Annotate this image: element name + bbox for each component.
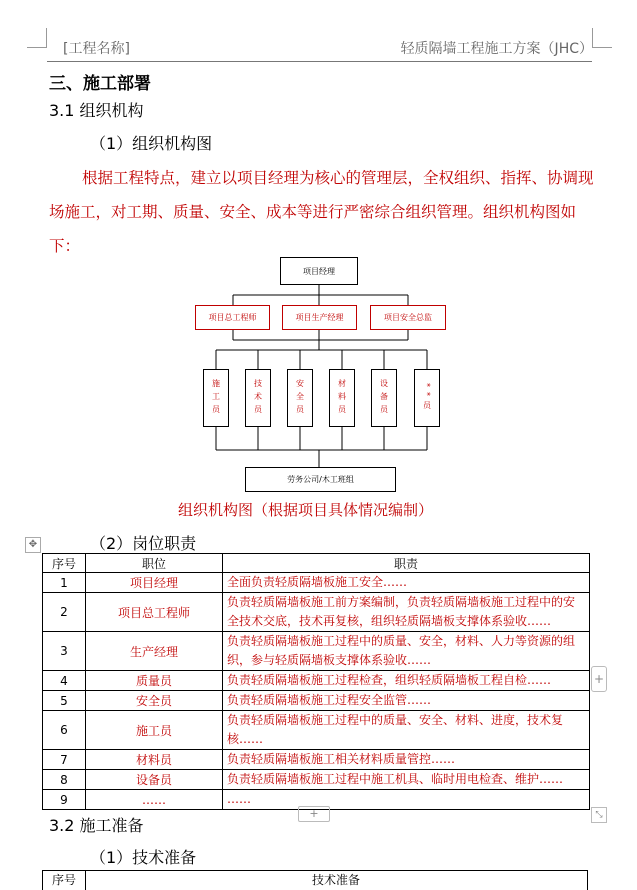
row-number: 1 <box>43 573 86 593</box>
org-node-bottom: 劳务公司/木工班组 <box>245 467 396 492</box>
row-duty: …… <box>223 790 590 810</box>
org-node-mid: 项目总工程师 <box>195 305 270 330</box>
row-post: 项目经理 <box>86 573 223 593</box>
move-icon[interactable]: ✥ <box>25 537 41 553</box>
row-duty: 负责轻质隔墙板施工过程中施工机具、临时用电检查、维护…… <box>223 770 590 790</box>
item-heading: （1）组织机构图 <box>90 134 213 153</box>
crop-mark <box>27 47 47 48</box>
resize-icon[interactable]: ⤡ <box>591 807 607 823</box>
header-rule <box>47 61 592 62</box>
org-chart-caption: 组织机构图（根据项目具体情况编制） <box>178 501 434 519</box>
table-header-row <box>43 554 590 573</box>
add-row-icon[interactable]: + <box>298 806 330 822</box>
col-header: 序号 <box>43 554 86 573</box>
row-duty: 负责轻质隔墙板施工过程中的质量、安全，材料、人力等资源的组织，参与轻质隔墙板支撑体系验收…… <box>223 632 590 671</box>
row-number: 9 <box>43 790 86 810</box>
tech-prep-table <box>42 870 588 890</box>
item-heading: （1）技术准备 <box>90 848 197 867</box>
row-number: 8 <box>43 770 86 790</box>
col-header: 职责 <box>223 554 590 573</box>
table-row <box>43 573 590 593</box>
row-duty: 负责轻质隔墙板施工过程中的质量、安全、材料、进度，技术复核…… <box>223 711 590 750</box>
table-row <box>43 750 590 770</box>
org-node-top: 项目经理 <box>280 257 358 285</box>
table-row <box>43 671 590 691</box>
header-left: [工程名称] <box>63 41 130 57</box>
table-row <box>43 691 590 711</box>
item-heading: （2）岗位职责 <box>90 534 197 553</box>
header-right: 轻质隔墙工程施工方案（JHC） <box>400 41 593 57</box>
row-post: 材料员 <box>86 750 223 770</box>
row-number: 4 <box>43 671 86 691</box>
row-number: 5 <box>43 691 86 711</box>
org-node-mid: 项目安全总监 <box>370 305 446 330</box>
row-post: 质量员 <box>86 671 223 691</box>
org-node-staff: 材料员 <box>329 369 355 427</box>
table-row <box>43 632 590 671</box>
table-row <box>43 711 590 750</box>
row-duty: 负责轻质隔墙板施工相关材料质量管控…… <box>223 750 590 770</box>
org-node-staff: 技术员 <box>245 369 271 427</box>
row-number: 7 <box>43 750 86 770</box>
org-node-staff: **员 <box>414 369 440 427</box>
org-node-staff: 施工员 <box>203 369 229 427</box>
row-duty: 负责轻质隔墙板施工过程检查，组织轻质隔墙板工程自检…… <box>223 671 590 691</box>
row-duty: 负责轻质隔墙板施工前方案编制，负责轻质隔墙板施工过程中的安全技术交底，技术再复核，组织轻质隔墙板支撑体系验收…… <box>223 593 590 632</box>
row-post: …… <box>86 790 223 810</box>
row-number: 3 <box>43 632 86 671</box>
add-column-icon[interactable]: + <box>591 666 607 692</box>
crop-mark <box>46 28 47 48</box>
org-chart <box>187 253 447 498</box>
table-row <box>43 593 590 632</box>
row-post: 设备员 <box>86 770 223 790</box>
row-duty: 负责轻质隔墙板施工过程安全监管…… <box>223 691 590 711</box>
org-node-staff: 安全员 <box>287 369 313 427</box>
col-header: 技术准备 <box>311 873 360 887</box>
col-header: 职位 <box>86 554 223 573</box>
row-number: 2 <box>43 593 86 632</box>
org-node-staff: 设备员 <box>371 369 397 427</box>
crop-mark <box>592 47 612 48</box>
duty-table <box>42 553 590 810</box>
intro-paragraph: 根据工程特点，建立以项目经理为核心的管理层，全权组织、指挥、协调现场施工，对工期、质量、安全、成本等进行严密综合组织管理。组织机构图如下： <box>49 169 594 255</box>
subsection-heading: 3.2 施工准备 <box>49 816 144 835</box>
org-node-mid: 项目生产经理 <box>282 305 357 330</box>
subsection-heading: 3.1 组织机构 <box>49 101 144 120</box>
row-number: 6 <box>43 711 86 750</box>
section-heading: 三、施工部署 <box>49 74 151 94</box>
row-post: 项目总工程师 <box>86 593 223 632</box>
row-post: 施工员 <box>86 711 223 750</box>
table-row <box>43 770 590 790</box>
row-post: 生产经理 <box>86 632 223 671</box>
row-post: 安全员 <box>86 691 223 711</box>
row-duty: 全面负责轻质隔墙板施工安全…… <box>223 573 590 593</box>
col-header: 序号 <box>43 871 86 890</box>
